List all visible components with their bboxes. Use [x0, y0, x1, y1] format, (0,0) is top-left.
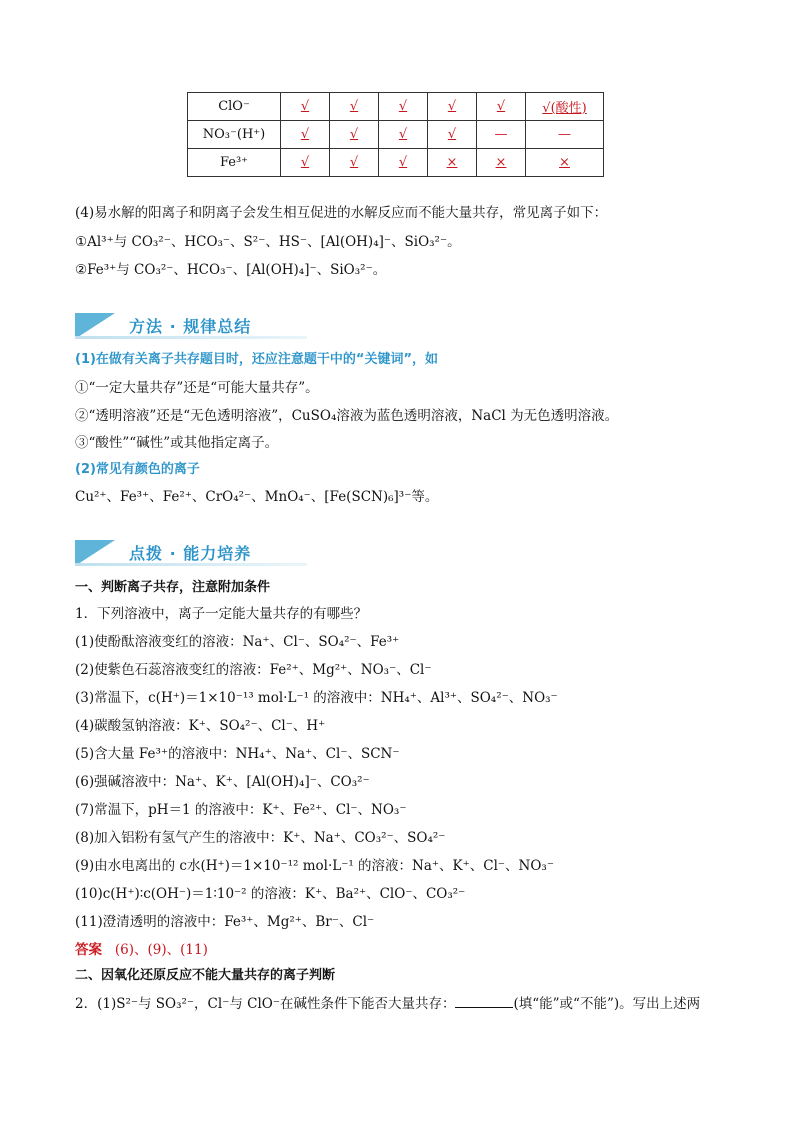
cross-mark: × [495, 155, 507, 170]
table-row [188, 149, 604, 177]
list-item: (7)常温下，pH＝1 的溶液中：K⁺、Fe²⁺、Cl⁻、NO₃⁻ [75, 802, 407, 818]
dash-mark: — [494, 127, 508, 142]
question-text-b: (填“能”或“不能”)。写出上述两 [513, 996, 701, 1012]
check-mark: √ [447, 127, 457, 142]
check-mark: √ [300, 127, 310, 142]
section-banner-skills [75, 540, 307, 566]
table-row [188, 93, 604, 121]
check-mark: √ [398, 99, 408, 114]
oxidation-table [187, 92, 604, 177]
method-heading-2: (2)常见有颜色的离子 [75, 462, 200, 477]
cross-mark: × [446, 155, 458, 170]
check-mark: √ [300, 155, 310, 170]
check-mark: √ [447, 99, 457, 114]
section-title: 方法 · 规律总结 [129, 317, 252, 336]
method-heading-1: (1)在做有关离子共存题目时，还应注意题干中的“关键词”，如 [75, 352, 439, 367]
hydrolysis-fe-line: ②Fe³⁺与 CO₃²⁻、HCO₃⁻、[Al(OH)₄]⁻、SiO₃²⁻。 [75, 262, 387, 278]
cross-mark: × [559, 155, 570, 170]
table-row [188, 121, 604, 149]
list-item: (4)碳酸氢钠溶液：K⁺、SO₄²⁻、Cl⁻、H⁺ [75, 718, 326, 734]
method-item: ③“酸性”“碱性”或其他指定离子。 [75, 435, 279, 451]
list-item: (2)使紫色石蕊溶液变红的溶液：Fe²⁺、Mg²⁺、NO₃⁻、Cl⁻ [75, 662, 432, 678]
section-banner-method [75, 313, 307, 339]
hydrolysis-al-line: ①Al³⁺与 CO₃²⁻、HCO₃⁻、S²⁻、HS⁻、[Al(OH)₄]⁻、SiO₃²⁻。 [75, 234, 461, 250]
question-stem [75, 994, 700, 1014]
list-item: (5)含大量 Fe³⁺的溶液中：NH₄⁺、Na⁺、Cl⁻、SCN⁻ [75, 746, 400, 762]
check-mark: √ [349, 99, 359, 114]
list-item: (6)强碱溶液中：Na⁺、K⁺、[Al(OH)₄]⁻、CO₃²⁻ [75, 774, 370, 790]
answer-value: (6)、(9)、(11) [114, 942, 208, 958]
row-label: ClO⁻ [188, 93, 281, 121]
list-item: (3)常温下，c(H⁺)＝1×10⁻¹³ mol·L⁻¹ 的溶液中：NH₄⁺、Al³⁺、SO₄²⁻、NO₃⁻ [75, 690, 558, 706]
row-label: NO₃⁻(H⁺) [188, 121, 281, 149]
part-heading: 一、判断离子共存，注意附加条件 [75, 580, 271, 595]
answer-line [75, 940, 208, 960]
method-item: ①“一定大量共存”还是“可能大量共存”。 [75, 380, 319, 396]
hydrolysis-intro: (4)易水解的阳离子和阴离子会发生相互促进的水解反应而不能大量共存，常见离子如下： [75, 205, 608, 221]
list-item: (10)c(H⁺)∶c(OH⁻)＝1∶10⁻² 的溶液：K⁺、Ba²⁺、ClO⁻、CO₃²⁻ [75, 886, 466, 902]
method-item: ②“透明溶液”还是“无色透明溶液”，CuSO₄溶液为蓝色透明溶液，NaCl 为无色透明溶液。 [75, 408, 619, 424]
list-item: (8)加入铝粉有氢气产生的溶液中：K⁺、Na⁺、CO₃²⁻、SO₄²⁻ [75, 830, 446, 846]
check-mark: √ [496, 99, 506, 114]
list-item: (1)使酚酞溶液变红的溶液：Na⁺、Cl⁻、SO₄²⁻、Fe³⁺ [75, 634, 400, 650]
section-title: 点拨 · 能力培养 [129, 544, 252, 563]
check-mark: √ [349, 127, 359, 142]
question-text-a: 2．(1)S²⁻与 SO₃²⁻，Cl⁻与 ClO⁻在碱性条件下能否大量共存： [75, 996, 456, 1012]
check-mark: √ [398, 155, 408, 170]
check-mark: √ [300, 99, 310, 114]
dash-mark: — [558, 127, 571, 142]
check-mark: √ [398, 127, 408, 142]
check-mark: √(酸性) [542, 101, 587, 116]
answer-label: 答案 [75, 942, 102, 958]
list-item: (9)由水电离出的 c水(H⁺)＝1×10⁻¹² mol·L⁻¹ 的溶液：Na⁺、K⁺、Cl⁻、NO₃⁻ [75, 858, 554, 874]
list-item: (11)澄清透明的溶液中：Fe³⁺、Mg²⁺、Br⁻、Cl⁻ [75, 914, 375, 930]
answer-blank[interactable] [455, 995, 513, 1008]
check-mark: √ [349, 155, 359, 170]
part-heading: 二、因氧化还原反应不能大量共存的离子判断 [75, 968, 336, 983]
method-item: Cu²⁺、Fe³⁺、Fe²⁺、CrO₄²⁻、MnO₄⁻、[Fe(SCN)₆]³⁻等。 [75, 489, 439, 505]
question-stem: 1．下列溶液中，离子一定能大量共存的有哪些？ [75, 606, 368, 622]
row-label: Fe³⁺ [188, 149, 281, 177]
